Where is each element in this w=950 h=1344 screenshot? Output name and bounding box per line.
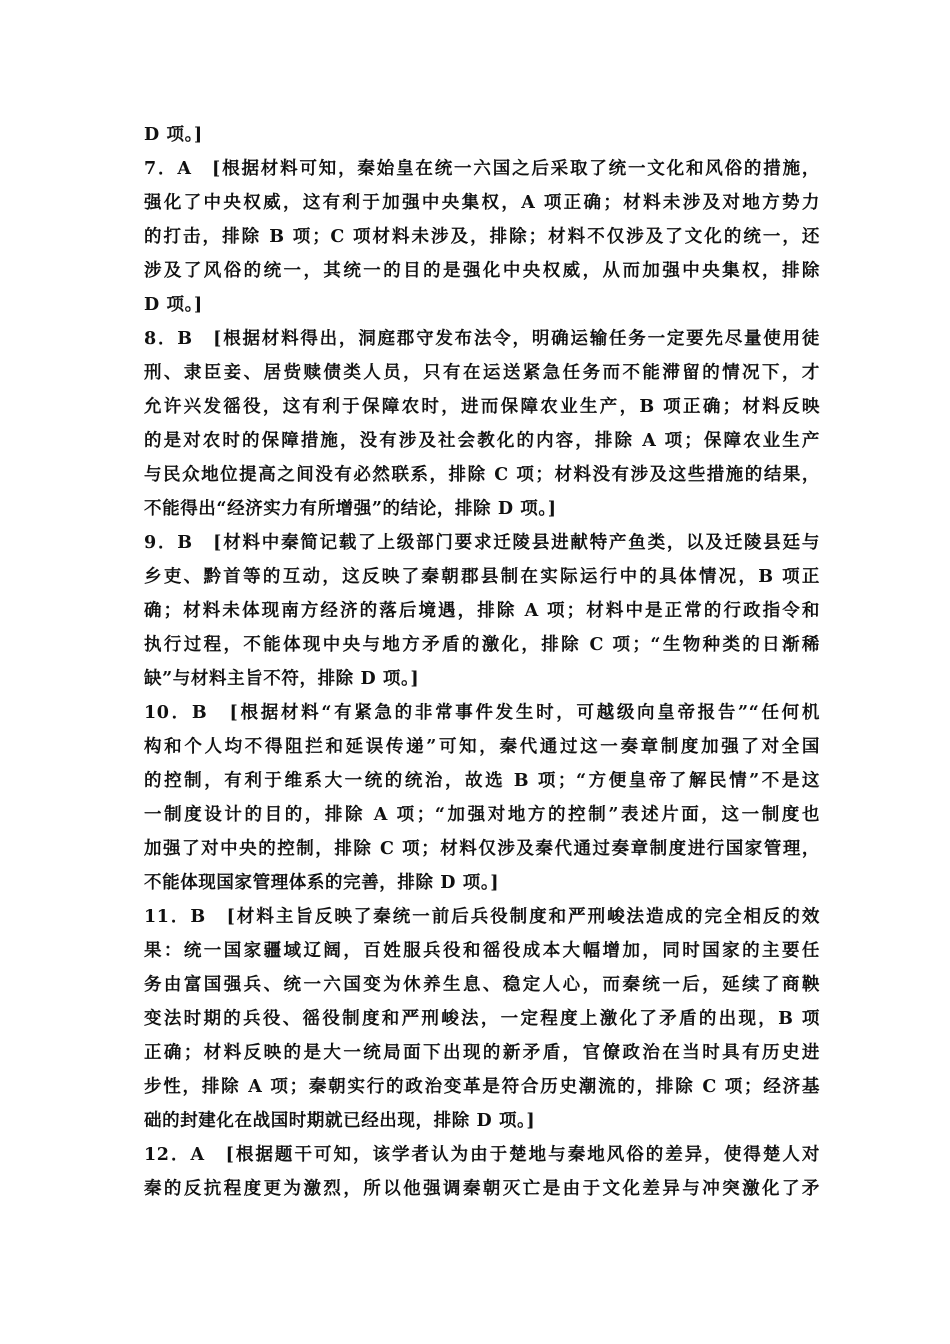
text-line: 刑、隶臣妾、居赀赎债类人员，只有在运送紧急任务而不能滞留的情况下，才 — [144, 363, 820, 383]
text-line: 的控制，有利于维系大一统的统治，故选 B 项；“方便皇帝了解民情”不是这 — [144, 771, 820, 791]
text-line: 7．A [根据材料可知，秦始皇在统一六国之后采取了统一文化和风俗的措施， — [144, 159, 820, 179]
text-line: 10．B [根据材料“有紧急的非常事件发生时，可越级向皇帝报告”“任何机 — [144, 703, 820, 723]
text-line: 执行过程，不能体现中央与地方矛盾的激化，排除 C 项；“生物种类的日渐稀 — [144, 635, 820, 655]
answer-text-page — [144, 118, 820, 1206]
text-line: 构和个人均不得阻拦和延误传递”可知，秦代通过这一奏章制度加强了对全国 — [144, 737, 820, 757]
text-line: 缺”与材料主旨不符，排除 D 项。] — [144, 669, 420, 689]
text-line: 础的封建化在战国时期就已经出现，排除 D 项。] — [144, 1111, 536, 1131]
text-line: 与民众地位提高之间没有必然联系，排除 C 项；材料没有涉及这些措施的结果， — [144, 465, 820, 485]
text-line: 秦的反抗程度更为激烈，所以他强调秦朝灭亡是由于文化差异与冲突激化了矛 — [144, 1179, 820, 1199]
text-line: 强化了中央权威，这有利于加强中央集权，A 项正确；材料未涉及对地方势力 — [144, 193, 820, 213]
text-line: 乡吏、黔首等的互动，这反映了秦朝郡县制在实际运行中的具体情况，B 项正 — [144, 567, 820, 587]
text-line: 不能得出“经济实力有所增强”的结论，排除 D 项。] — [144, 499, 557, 519]
text-line: 步性，排除 A 项；秦朝实行的政治变革是符合历史潮流的，排除 C 项；经济基 — [144, 1077, 820, 1097]
text-line: 确；材料未体现南方经济的落后境遇，排除 A 项；材料中是正常的行政指令和 — [144, 601, 820, 621]
text-line: 正确；材料反映的是大一统局面下出现的新矛盾，官僚政治在当时具有历史进 — [144, 1043, 820, 1063]
text-line: 一制度设计的目的，排除 A 项；“加强对地方的控制”表述片面，这一制度也 — [144, 805, 820, 825]
text-line: 涉及了风俗的统一，其统一的目的是强化中央权威，从而加强中央集权，排除 — [144, 261, 820, 281]
text-line: 8．B [根据材料得出，洞庭郡守发布法令，明确运输任务一定要先尽量使用徒 — [144, 329, 820, 349]
text-line: 不能体现国家管理体系的完善，排除 D 项。] — [144, 873, 500, 893]
text-line: 务由富国强兵、统一六国变为休养生息、稳定人心，而秦统一后，延续了商鞅 — [144, 975, 820, 995]
text-line: D 项。] — [144, 295, 203, 315]
text-line: 12．A [根据题干可知，该学者认为由于楚地与秦地风俗的差异，使得楚人对 — [144, 1145, 820, 1165]
text-line: 变法时期的兵役、徭役制度和严刑峻法，一定程度上激化了矛盾的出现，B 项 — [144, 1009, 820, 1029]
text-line: 加强了对中央的控制，排除 C 项；材料仅涉及秦代通过奏章制度进行国家管理， — [144, 839, 820, 859]
text-line: 11．B [材料主旨反映了秦统一前后兵役制度和严刑峻法造成的完全相反的效 — [144, 907, 820, 927]
text-line: 允许兴发徭役，这有利于保障农时，进而保障农业生产，B 项正确；材料反映 — [144, 397, 820, 417]
text-line: D 项。] — [144, 125, 203, 145]
text-line: 的是对农时的保障措施，没有涉及社会教化的内容，排除 A 项；保障农业生产 — [144, 431, 820, 451]
text-line: 9．B [材料中秦简记载了上级部门要求迁陵县进献特产鱼类，以及迁陵县廷与 — [144, 533, 820, 553]
text-line: 的打击，排除 B 项；C 项材料未涉及，排除；材料不仅涉及了文化的统一，还 — [144, 227, 820, 247]
text-line: 果：统一国家疆域辽阔，百姓服兵役和徭役成本大幅增加，同时国家的主要任 — [144, 941, 820, 961]
